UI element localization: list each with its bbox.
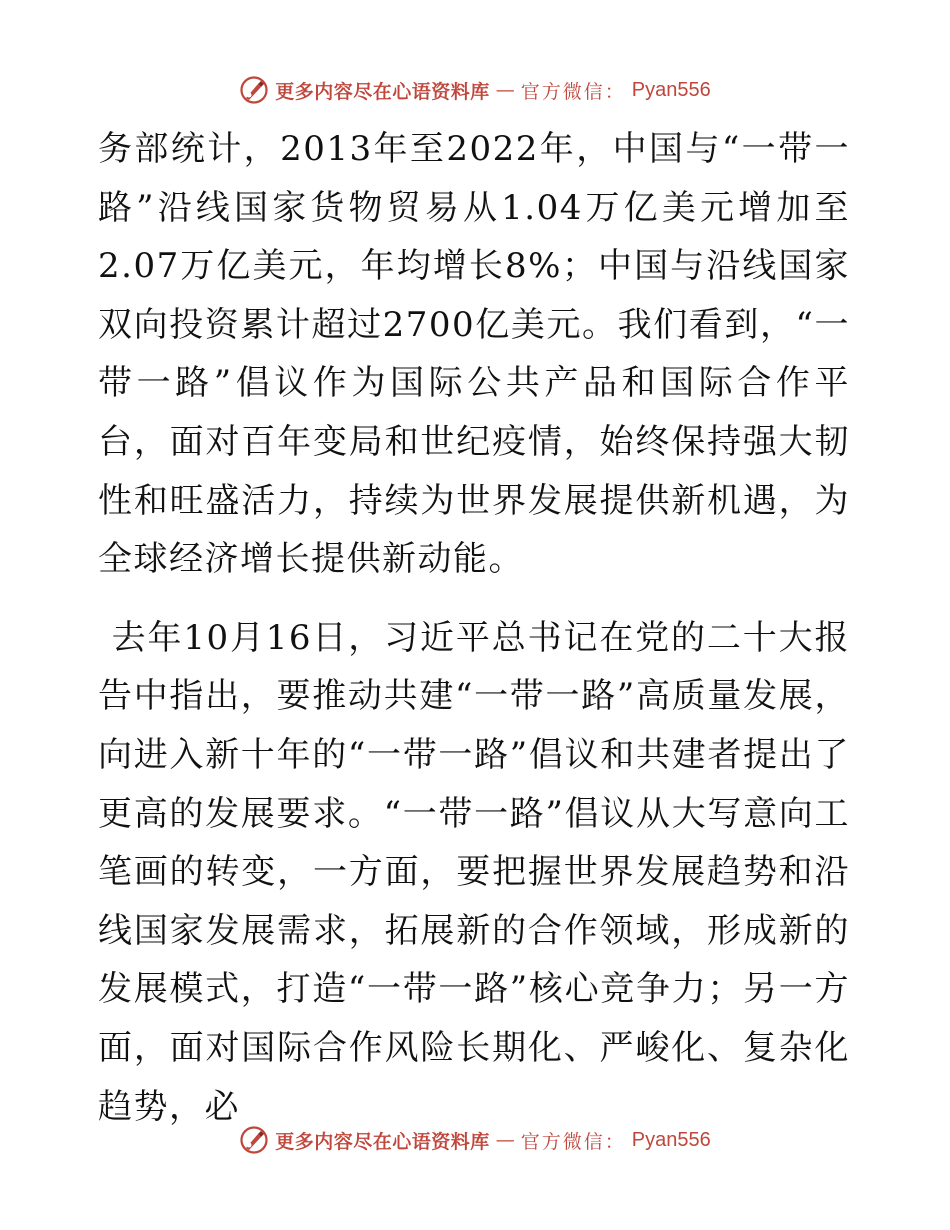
header-separator: —: [495, 79, 515, 101]
footer-separator: —: [495, 1129, 515, 1151]
footer-watermark-banner: [0, 1120, 950, 1160]
header-contact-id: Pyan556: [631, 78, 711, 101]
footer-contact-label: 官方微信：: [520, 1130, 626, 1153]
header-contact-label: 官方微信：: [520, 80, 626, 103]
paragraph-congress-report: 去年10月16日，习近平总书记在党的二十大报告中指出，要推动共建“一带一路”高质量发展，向进入新十年的“一带一路”倡议和共建者提出了更高的发展要求。“一带一路”倡议从大写意向工笔画的转变，一方面，要把握世界发展趋势和沿线国家发展需求，拓展新的合作领域，形成新的发展模式，打造“一带一路”核心竞争力；另一方面，面对国际合作风险长期化、严峻化、复杂化趋势，必: [98, 617, 850, 1127]
document-body: [98, 120, 850, 1136]
pen-logo-icon: [239, 75, 269, 105]
header-brand-text: 更多内容尽在心语资料库: [275, 80, 490, 103]
footer-contact-id: Pyan556: [631, 1128, 711, 1151]
header-watermark-banner: [0, 70, 950, 110]
paragraph-trade-statistics: 务部统计，2013年至2022年，中国与“一带一路”沿线国家货物贸易从1.04万亿美元增加至2.07万亿美元，年均增长8%；中国与沿线国家双向投资累计超过2700亿美元。我们看到，“一带一路”倡议作为国际公共产品和国际合作平台，面对百年变局和世纪疫情，始终保持强大韧性和旺盛活力，持续为世界发展提供新机遇，为全球经济增长提供新动能。: [98, 129, 850, 580]
footer-brand-text: 更多内容尽在心语资料库: [275, 1130, 490, 1153]
pen-logo-icon: [239, 1125, 269, 1155]
